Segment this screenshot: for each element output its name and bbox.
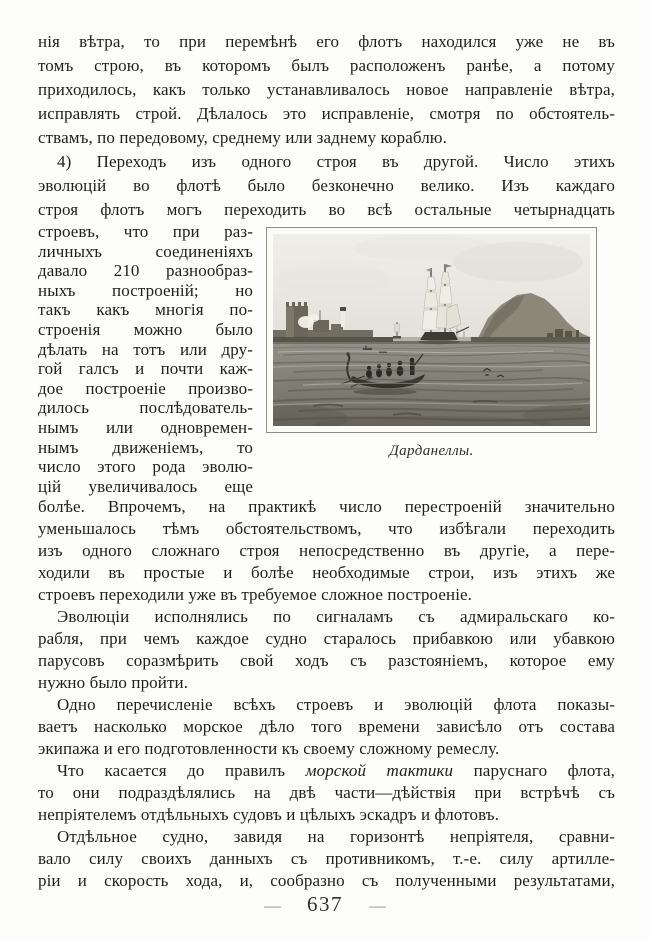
text-line: ствамъ, по передовому, среднему или заднему кораблю. — [38, 128, 447, 147]
text-line: Отдѣльное судно, завидя на горизонтѣ непріятеля, сравни- — [57, 827, 615, 847]
text-block — [38, 30, 615, 892]
text-line — [38, 760, 615, 782]
text-segment: Что касается до правилъ — [57, 761, 306, 781]
italic-term: морской тактики — [305, 761, 454, 781]
text-line: томъ строю, въ которомъ былъ расположенъ ранѣе, а потому — [38, 56, 615, 75]
text-line: рабля, при чемъ каждое судно старалось прибавкою или убавкою — [38, 629, 615, 649]
text-line: непріятелемъ отдѣльныхъ судовъ и цѣлыхъ эскадръ и флотовъ. — [38, 805, 500, 825]
footer-dash-right: — — [369, 896, 386, 915]
text-line: вало силу своихъ данныхъ съ противникомъ, т.-е. силу артилле- — [38, 849, 615, 869]
text-line: такъ какъ многія по- — [38, 300, 253, 320]
page-footer — [0, 892, 650, 917]
text-line: число этого рода эволю- — [38, 457, 253, 477]
text-line: парусовъ соразмѣрить свой ходъ съ разстояніемъ, которое ему — [38, 651, 615, 671]
text-line: дилось послѣдователь- — [38, 398, 253, 418]
text-line: строя флотъ могъ переходить во всѣ остальные четырнадцать — [38, 200, 615, 219]
figure-caption: Дарданеллы. — [389, 443, 474, 459]
text-line: нымъ движеніемъ, то — [38, 437, 253, 457]
text-line: ріи и скорость хода, и, сообразно съ полученными результатами, — [38, 871, 615, 891]
text-line: дое построеніе произво- — [38, 378, 253, 398]
paragraph-4 — [38, 694, 615, 760]
paragraph-1 — [38, 30, 615, 150]
text-line: эволюцій во флотѣ было безконечно велико. Изъ каждаго — [38, 176, 615, 195]
text-line: нымъ или одновремен- — [38, 417, 253, 437]
paragraph-6 — [38, 826, 615, 892]
text-line: ваетъ насколько морское дѣло того времени зависѣло отъ состава — [38, 717, 615, 737]
text-line: исправлять строй. Дѣлалось это исправленіе, смотря по обстоятель- — [38, 104, 615, 123]
text-line: экипажа и его подготовленности къ своему сложному ремеслу. — [38, 739, 500, 759]
text-line: уменьшалось тѣмъ обстоятельствомъ, что избѣгали переходить — [38, 519, 615, 539]
text-line: приходилось, какъ только устанавливалось новое направленіе вѣтра, — [38, 80, 615, 99]
text-line: давало 210 разнообраз- — [38, 261, 253, 281]
text-segment: паруснаго флота, — [453, 761, 616, 781]
dardanelles-engraving — [273, 234, 590, 426]
text-line: Эволюціи исполнялись по сигналамъ съ адмиральскаго ко- — [57, 607, 615, 627]
text-line: Одно перечисленіе всѣхъ строевъ и эволюцій флота показы- — [57, 695, 615, 715]
text-line: личныхъ соединеніяхъ — [38, 241, 253, 261]
text-line: ходили въ простые и болѣе необходимые строи, изъ этихъ же — [38, 563, 615, 583]
footer-dash-left: — — [264, 896, 281, 915]
text-line: нужно было пройти. — [38, 673, 189, 693]
text-line: цій увеличивалось еще — [38, 476, 253, 496]
paragraph-5 — [38, 760, 615, 826]
text-line: строенія можно было — [38, 319, 253, 339]
text-line: дѣлать на тотъ или дру- — [38, 339, 253, 359]
text-line: изъ одного сложнаго строя непосредственно въ другіе, а пере- — [38, 541, 615, 561]
text-line: нія вѣтра, то при перемѣнѣ его флотъ находился уже не въ — [38, 32, 615, 51]
text-line: ныхъ построеній; но — [38, 280, 253, 300]
text-line: 4) Переходъ изъ одного строя въ другой. Число этихъ — [57, 152, 615, 171]
paragraph-3 — [38, 606, 615, 694]
text-line: строевъ переходили уже въ требуемое сложное построеніе. — [38, 585, 473, 605]
figure-frame — [266, 227, 597, 433]
figure-dardanelles — [266, 227, 597, 460]
page-number: 637 — [307, 892, 343, 916]
text-line: гой галсъ и почти каж- — [38, 359, 253, 379]
text-line: болѣе. Впрочемъ, на практикѣ число перестроеній значительно — [38, 497, 615, 517]
text-line: то они подраздѣлялись на двѣ части—дѣйствія при встрѣчѣ съ — [38, 783, 615, 803]
text-line: строевъ, что при раз- — [38, 222, 253, 241]
